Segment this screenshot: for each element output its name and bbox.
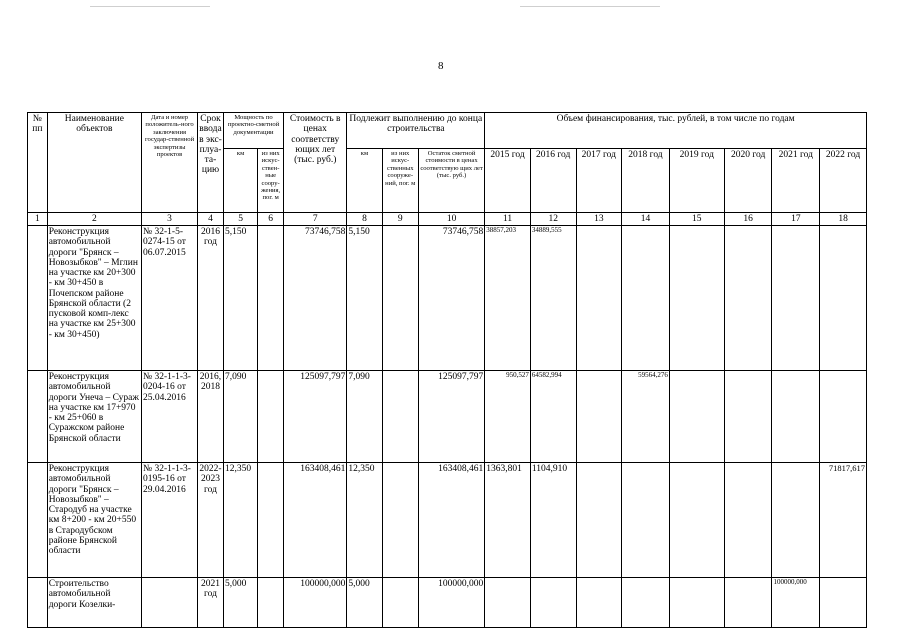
financing-2015: [485, 578, 531, 628]
capacity-km: 5,000: [223, 578, 257, 628]
expertise-info: № 32-1-5-0274-15 от 06.07.2015: [142, 226, 198, 371]
column-number: 1: [28, 213, 48, 226]
row-number: [28, 226, 48, 371]
header-financing: Объем финансирования, тыс. рублей, в том числе по годам: [485, 113, 867, 149]
capacity-artificial: [258, 371, 284, 463]
commissioning-term: 2016, 2018: [198, 371, 224, 463]
header-year-2020: 2020 год: [724, 149, 772, 213]
financing-2019: [669, 463, 724, 578]
remaining-cost: 125097,797: [418, 371, 484, 463]
column-number: 15: [669, 213, 724, 226]
column-number: 4: [198, 213, 224, 226]
remaining-cost: 100000,000: [418, 578, 484, 628]
column-number: 8: [347, 213, 382, 226]
object-name: Реконструкция автомобильной дороги Унеча – Сураж на участке км 17+970 - км 25+060 в Суражском районе Брянской области: [47, 371, 141, 463]
column-number: 6: [258, 213, 284, 226]
remaining-km: 12,350: [347, 463, 382, 578]
expertise-info: № 32-1-1-3-0204-16 от 25.04.2016: [142, 371, 198, 463]
financing-2021: [772, 226, 820, 371]
remaining-artificial: [382, 578, 418, 628]
header-year-2021: 2021 год: [772, 149, 820, 213]
scan-artifact: [520, 6, 660, 7]
header-year-2022: 2022 год: [820, 149, 867, 213]
column-number: 7: [284, 213, 347, 226]
financing-2018: [622, 463, 670, 578]
financing-2017: [576, 463, 622, 578]
column-number: 12: [530, 213, 576, 226]
table-row: [28, 578, 867, 628]
header-term: Срок ввода в экс-плуа-та-цию: [198, 113, 224, 213]
header-cost: Стоимость в ценах соответству ющих лет (тыс. руб.): [284, 113, 347, 213]
remaining-cost: 163408,461: [418, 463, 484, 578]
header-expertise: Дата и номер положитель-ного заключения государ-ственной экспертизы проектов: [142, 113, 198, 213]
capacity-artificial: [258, 463, 284, 578]
financing-2018: [622, 578, 670, 628]
column-number: 17: [772, 213, 820, 226]
table-row: [28, 371, 867, 463]
capacity-km: 12,350: [223, 463, 257, 578]
expertise-info: № 32-1-1-3-0195-16 от 29.04.2016: [142, 463, 198, 578]
column-number: 9: [382, 213, 418, 226]
header-number: № пп: [28, 113, 48, 213]
financing-2018: [622, 226, 670, 371]
object-name: Строительство автомобильной дороги Козелки-: [47, 578, 141, 628]
commissioning-term: 2016 год: [198, 226, 224, 371]
financing-table: [27, 112, 867, 628]
table-row: [28, 463, 867, 578]
column-number: 11: [485, 213, 531, 226]
object-name: Реконструкция автомобильной дороги "Брянск – Новозыбков" – Стародуб на участке км 8+200 - км 20+550 в Стародубском районе Брянской области: [47, 463, 141, 578]
financing-2018: 59564,276: [622, 371, 670, 463]
financing-2022: [820, 578, 867, 628]
remaining-artificial: [382, 463, 418, 578]
financing-2020: [724, 578, 772, 628]
header-capacity-km: км: [223, 149, 257, 213]
financing-2019: [669, 226, 724, 371]
column-number-row: [28, 213, 867, 226]
column-number: 5: [223, 213, 257, 226]
financing-2016: 1104,910: [530, 463, 576, 578]
cost: 163408,461: [284, 463, 347, 578]
header-capacity-artificial: из них искус-ствен-ные соору-жения, пог. м: [258, 149, 284, 213]
header-year-2017: 2017 год: [576, 149, 622, 213]
financing-2022: [820, 371, 867, 463]
capacity-artificial: [258, 578, 284, 628]
financing-2016: [530, 578, 576, 628]
financing-2021: [772, 463, 820, 578]
row-number: [28, 371, 48, 463]
financing-2016: 34889,555: [530, 226, 576, 371]
capacity-km: 7,090: [223, 371, 257, 463]
row-number: [28, 578, 48, 628]
financing-2022: [820, 226, 867, 371]
remaining-cost: 73746,758: [418, 226, 484, 371]
financing-2019: [669, 578, 724, 628]
object-name: Реконструкция автомобильной дороги "Брянск – Новозыбков" – Мглин на участке км 20+300 - км 30+450 в Почепском районе Брянской области (2 пусковой комп-лекс на участке км 25+300 - км 30+450): [47, 226, 141, 371]
row-number: [28, 463, 48, 578]
commissioning-term: 2021 год: [198, 578, 224, 628]
column-number: 10: [418, 213, 484, 226]
financing-2017: [576, 226, 622, 371]
financing-2020: [724, 226, 772, 371]
remaining-km: 5,150: [347, 226, 382, 371]
column-number: 2: [47, 213, 141, 226]
header-remaining-artificial: из них искус-ственных сооруже-ний, пог. м: [382, 149, 418, 213]
column-number: 18: [820, 213, 867, 226]
remaining-km: 5,000: [347, 578, 382, 628]
header-capacity: Мощность по проектно-сметной документации: [223, 113, 283, 149]
header-remaining-cost: Остаток сметной стоимости в ценах соответствую щих лет (тыс. руб.): [418, 149, 484, 213]
column-number: 13: [576, 213, 622, 226]
financing-2016: 64582,994: [530, 371, 576, 463]
header-remaining-km: км: [347, 149, 382, 213]
column-number: 3: [142, 213, 198, 226]
expertise-info: [142, 578, 198, 628]
header-year-2015: 2015 год: [485, 149, 531, 213]
page-number: 8: [438, 60, 444, 72]
financing-2021: 100000,000: [772, 578, 820, 628]
financing-2019: [669, 371, 724, 463]
financing-2021: [772, 371, 820, 463]
remaining-artificial: [382, 371, 418, 463]
column-number: 14: [622, 213, 670, 226]
cost: 73746,758: [284, 226, 347, 371]
financing-2020: [724, 463, 772, 578]
financing-2017: [576, 578, 622, 628]
remaining-km: 7,090: [347, 371, 382, 463]
header-year-2016: 2016 год: [530, 149, 576, 213]
financing-2015: 38857,203: [485, 226, 531, 371]
financing-2015: 1363,801: [485, 463, 531, 578]
header-year-2019: 2019 год: [669, 149, 724, 213]
financing-2017: [576, 371, 622, 463]
header-remaining: Подлежит выполнению до конца строительства: [347, 113, 485, 149]
cost: 125097,797: [284, 371, 347, 463]
table-row: [28, 226, 867, 371]
cost: 100000,000: [284, 578, 347, 628]
capacity-km: 5,150: [223, 226, 257, 371]
commissioning-term: 2022-2023 год: [198, 463, 224, 578]
header-year-2018: 2018 год: [622, 149, 670, 213]
header-name: Наименование объектов: [47, 113, 141, 213]
scan-artifact: [90, 6, 210, 7]
capacity-artificial: [258, 226, 284, 371]
financing-2022: 71817,617: [820, 463, 867, 578]
financing-2015: 950,527: [485, 371, 531, 463]
financing-2020: [724, 371, 772, 463]
remaining-artificial: [382, 226, 418, 371]
column-number: 16: [724, 213, 772, 226]
